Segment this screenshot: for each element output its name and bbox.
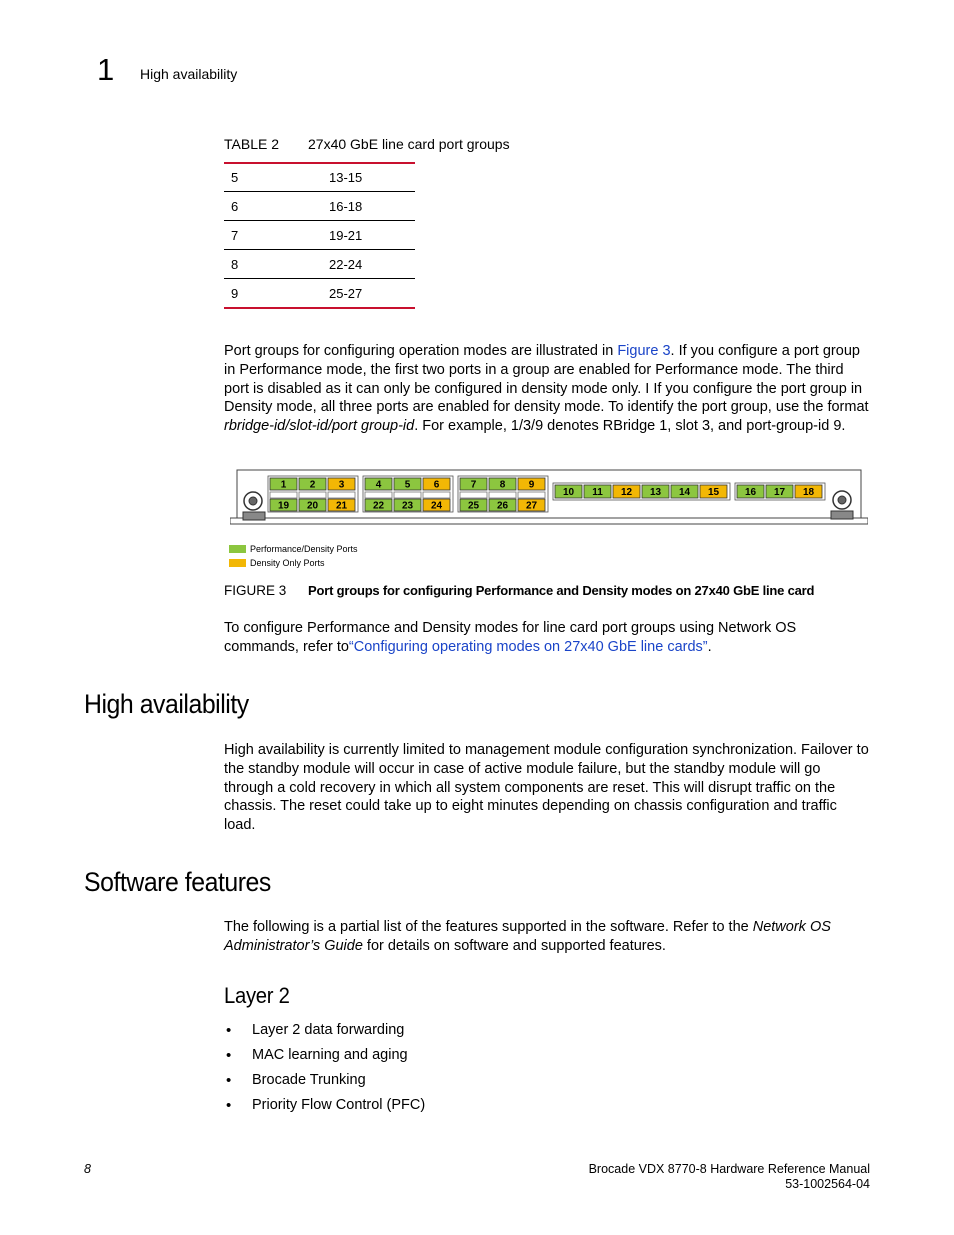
port-label: 16: [744, 487, 757, 498]
table-cell: 7: [224, 221, 329, 250]
port-label: 23: [401, 500, 414, 512]
table-cell: 6: [224, 192, 329, 221]
port-label: 18: [802, 487, 815, 498]
document-number: 53-1002564-04: [785, 1177, 870, 1191]
port-label: 21: [335, 500, 348, 512]
list-item: • Priority Flow Control (PFC): [224, 1097, 425, 1122]
port-label: 1: [280, 479, 287, 491]
manual-title: Brocade VDX 8770-8 Hardware Reference Manual: [588, 1162, 870, 1176]
port-label: 11: [592, 487, 603, 498]
page-number: 8: [84, 1162, 91, 1176]
list-item: • Brocade Trunking: [224, 1072, 425, 1097]
port-label: 25: [467, 500, 480, 512]
chapter-number: 1: [97, 52, 115, 87]
intro-format-italic: rbridge-id/slot-id/port group-id: [224, 418, 415, 435]
table-row: [224, 192, 415, 221]
layer-2-feature-list: [224, 1022, 425, 1122]
software-features-paragraph: [224, 918, 870, 956]
port-label: 10: [562, 487, 575, 498]
table-cell: 8: [224, 250, 329, 279]
table-bottom-rule: [224, 307, 415, 309]
heading-software-features: Software features: [84, 867, 271, 897]
heading-high-availability: High availability: [84, 689, 249, 719]
port-label: 4: [375, 479, 382, 491]
figure-caption: Port groups for configuring Performance and Density modes on 27x40 GbE line card: [308, 583, 815, 598]
line-card-svg: [230, 468, 868, 530]
configure-text: To configure Performance and Density modes for line card port groups using Network OS commands, refer to: [224, 620, 797, 655]
footer-manual-info: [589, 1162, 870, 1192]
software-text: The following is a partial list of the features supported in the software. Refer to the: [224, 919, 753, 935]
port-label: 14: [678, 487, 691, 498]
port-label: 26: [496, 500, 509, 512]
port-label: 7: [470, 479, 477, 491]
port-led-strip: [328, 492, 355, 498]
table-cell: 13-15: [329, 163, 415, 192]
port-led-strip: [394, 492, 421, 498]
table-cell: 25-27: [329, 285, 363, 301]
intro-text: . For example, 1/3/9 denotes RBridge 1, slot 3, and port-group-id 9.: [414, 418, 846, 435]
table-cell: 5: [224, 163, 329, 192]
port-label: 13: [649, 487, 662, 498]
legend-swatch-density: [229, 559, 246, 567]
figure-label: FIGURE 3: [224, 583, 287, 598]
port-label: 9: [528, 479, 535, 491]
port-led-strip: [270, 492, 297, 498]
table-label: TABLE 2: [224, 136, 279, 152]
table-row: [224, 250, 415, 279]
port-led-strip: [489, 492, 516, 498]
list-item: • Layer 2 data forwarding: [224, 1022, 425, 1047]
port-led-strip: [460, 492, 487, 498]
port-label: 19: [277, 500, 290, 512]
port-label: 20: [306, 500, 319, 512]
configure-text: .: [707, 638, 712, 655]
port-label: 5: [404, 479, 411, 491]
port-label: 8: [499, 479, 506, 491]
port-label: 24: [430, 500, 443, 512]
table-cell: 22-24: [329, 250, 415, 279]
port-led-strip: [423, 492, 450, 498]
intro-paragraph: [224, 342, 870, 436]
configuring-modes-link[interactable]: “Configuring operating modes on 27x40 GbE line cards”: [348, 638, 708, 655]
list-item: • MAC learning and aging: [224, 1047, 425, 1072]
legend-label-density: Density Only Ports: [250, 558, 325, 568]
figure-3-link[interactable]: Figure 3: [617, 343, 671, 359]
port-label: 12: [620, 487, 633, 498]
port-groups-table: [224, 163, 415, 307]
high-availability-paragraph: High availability is currently limited to management module configuration synchronization. Failover to the standby module will occur in case of active module failure, but the standby module will go through a cold recovery in which all system components are reset. This will disrupt traffic on the chassis. The reset could take up to eight minutes depending on chassis configuration and traffic load.: [224, 742, 869, 834]
table-cell: 16-18: [329, 192, 415, 221]
port-led-strip: [518, 492, 545, 498]
port-label: 3: [338, 479, 345, 491]
legend-swatch-performance: [229, 545, 246, 553]
table-cell: 9: [231, 285, 239, 301]
port-led-strip: [365, 492, 392, 498]
software-text: for details on software and supported features.: [362, 937, 666, 954]
guide-title-italic: Network OS Administrator’s Guide: [224, 919, 831, 954]
table-row: [224, 279, 415, 308]
intro-text: Port groups for configuring operation modes are illustrated in: [224, 343, 618, 359]
intro-text: . If you configure a port group in Performance mode, the first two ports in a group are enabled for Performance mode. The third port is disabled as it can only be configured in density mode only. I If you configure the port group in Density mode, all three ports are enabled for density mode. To identify the port group, use the format: [224, 343, 869, 416]
table-cell: 19-21: [329, 221, 415, 250]
port-label: 6: [433, 479, 440, 491]
port-label: 27: [525, 500, 538, 512]
table-title: 27x40 GbE line card port groups: [308, 136, 510, 152]
port-label: 22: [372, 500, 385, 512]
legend-label-performance: Performance/Density Ports: [250, 544, 358, 554]
line-card-diagram: [230, 468, 868, 530]
heading-layer-2: Layer 2: [224, 983, 290, 1008]
table-row: [224, 163, 415, 192]
port-label: 17: [773, 487, 786, 498]
port-led-strip: [299, 492, 326, 498]
chapter-title: High availability: [140, 66, 238, 82]
port-label: 15: [707, 487, 720, 498]
configure-paragraph: [224, 619, 870, 657]
table-row: [224, 221, 415, 250]
port-label: 2: [309, 479, 316, 491]
